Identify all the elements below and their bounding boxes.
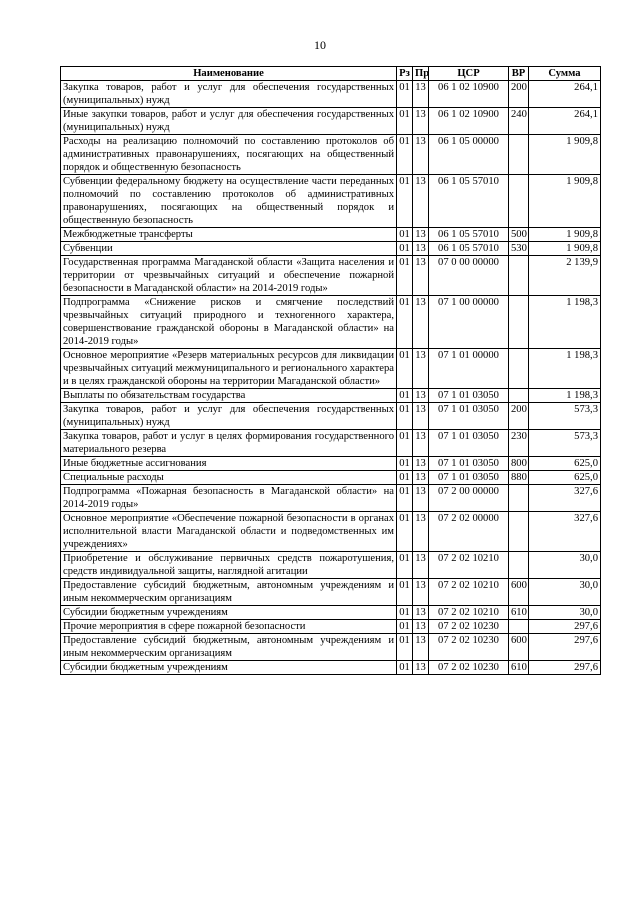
cell-csr: 07 1 00 00000 [429,296,509,349]
table-row [61,296,601,349]
cell-pr: 13 [413,389,429,403]
cell-name: Основное мероприятие «Обеспечение пожарной безопасности в органах исполнительной власти Магаданской области и подведомственных им учреждениях» [61,512,397,552]
cell-csr: 06 1 02 10900 [429,81,509,108]
cell-sum: 573,3 [529,403,601,430]
cell-rz: 01 [397,349,413,389]
cell-vr [509,620,529,634]
cell-name: Закупка товаров, работ и услуг для обеспечения государственных (муниципальных) нужд [61,81,397,108]
cell-sum: 1 198,3 [529,349,601,389]
cell-pr: 13 [413,457,429,471]
cell-sum: 1 909,8 [529,242,601,256]
cell-vr: 800 [509,457,529,471]
cell-rz: 01 [397,81,413,108]
cell-csr: 07 1 01 03050 [429,389,509,403]
table-row [61,661,601,675]
cell-name: Предоставление субсидий бюджетным, автономным учреждениям и иным некоммерческим организациям [61,579,397,606]
cell-name: Субсидии бюджетным учреждениям [61,661,397,675]
cell-sum: 30,0 [529,552,601,579]
cell-csr: 07 2 00 00000 [429,485,509,512]
cell-vr: 880 [509,471,529,485]
cell-vr: 610 [509,661,529,675]
cell-sum: 1 198,3 [529,389,601,403]
cell-rz: 01 [397,256,413,296]
table-row [61,512,601,552]
cell-rz: 01 [397,108,413,135]
cell-sum: 625,0 [529,471,601,485]
cell-name: Прочие мероприятия в сфере пожарной безопасности [61,620,397,634]
cell-sum: 2 139,9 [529,256,601,296]
cell-vr [509,512,529,552]
cell-vr: 200 [509,81,529,108]
cell-vr: 530 [509,242,529,256]
cell-sum: 264,1 [529,108,601,135]
cell-rz: 01 [397,661,413,675]
cell-vr [509,256,529,296]
cell-pr: 13 [413,242,429,256]
cell-sum: 1 198,3 [529,296,601,349]
cell-pr: 13 [413,256,429,296]
cell-name: Закупка товаров, работ и услуг для обеспечения государственных (муниципальных) нужд [61,403,397,430]
cell-pr: 13 [413,349,429,389]
header-name: Наименование [61,67,397,81]
table-row [61,108,601,135]
cell-sum: 1 909,8 [529,228,601,242]
cell-csr: 07 1 01 03050 [429,403,509,430]
table-row [61,175,601,228]
cell-vr: 600 [509,579,529,606]
cell-sum: 297,6 [529,620,601,634]
cell-pr: 13 [413,135,429,175]
cell-sum: 30,0 [529,579,601,606]
table-row [61,552,601,579]
cell-sum: 1 909,8 [529,135,601,175]
cell-name: Предоставление субсидий бюджетным, автономным учреждениям и иным некоммерческим организациям [61,634,397,661]
cell-rz: 01 [397,135,413,175]
header-pr: Пр [413,67,429,81]
cell-name: Подпрограмма «Снижение рисков и смягчение последствий чрезвычайных ситуаций природного и техногенного характера, совершенствование гражданской обороны в Магаданской области» на 2014-2019 годы» [61,296,397,349]
table-row [61,349,601,389]
cell-vr: 230 [509,430,529,457]
cell-sum: 264,1 [529,81,601,108]
cell-csr: 06 1 05 57010 [429,175,509,228]
page-number: 10 [314,38,326,52]
table-row [61,634,601,661]
cell-rz: 01 [397,228,413,242]
cell-sum: 297,6 [529,661,601,675]
cell-csr: 07 2 02 10210 [429,606,509,620]
cell-name: Закупка товаров, работ и услуг в целях формирования государственного материального резерва [61,430,397,457]
cell-pr: 13 [413,108,429,135]
cell-vr: 240 [509,108,529,135]
cell-name: Расходы на реализацию полномочий по составлению протоколов об административных правонарушениях, посягающих на общественный порядок и общественную безопасность [61,135,397,175]
table-row [61,389,601,403]
cell-pr: 13 [413,661,429,675]
cell-csr: 06 1 05 57010 [429,242,509,256]
table-body [61,81,601,675]
cell-pr: 13 [413,81,429,108]
cell-rz: 01 [397,485,413,512]
cell-rz: 01 [397,606,413,620]
cell-vr [509,296,529,349]
cell-name: Иные закупки товаров, работ и услуг для обеспечения государственных (муниципальных) нужд [61,108,397,135]
cell-sum: 625,0 [529,457,601,471]
header-csr: ЦСР [429,67,509,81]
cell-vr [509,135,529,175]
cell-csr: 07 2 02 10230 [429,661,509,675]
cell-csr: 07 2 02 10230 [429,634,509,661]
cell-vr [509,389,529,403]
cell-rz: 01 [397,430,413,457]
cell-pr: 13 [413,552,429,579]
table-row [61,228,601,242]
cell-pr: 13 [413,430,429,457]
cell-pr: 13 [413,485,429,512]
cell-csr: 07 2 02 00000 [429,512,509,552]
cell-name: Субсидии бюджетным учреждениям [61,606,397,620]
cell-rz: 01 [397,512,413,552]
table-row [61,485,601,512]
header-rz: Рз [397,67,413,81]
cell-vr [509,552,529,579]
table-row [61,135,601,175]
table-row [61,242,601,256]
cell-vr: 600 [509,634,529,661]
cell-sum: 573,3 [529,430,601,457]
table-row [61,579,601,606]
cell-name: Выплаты по обязательствам государства [61,389,397,403]
cell-name: Межбюджетные трансферты [61,228,397,242]
header-sum: Сумма [529,67,601,81]
cell-name: Подпрограмма «Пожарная безопасность в Магаданской области» на 2014-2019 годы» [61,485,397,512]
table-row [61,256,601,296]
cell-pr: 13 [413,606,429,620]
cell-sum: 1 909,8 [529,175,601,228]
cell-csr: 07 1 01 00000 [429,349,509,389]
cell-rz: 01 [397,296,413,349]
cell-csr: 07 2 02 10210 [429,552,509,579]
cell-rz: 01 [397,242,413,256]
cell-csr: 06 1 02 10900 [429,108,509,135]
cell-csr: 07 2 02 10210 [429,579,509,606]
cell-pr: 13 [413,403,429,430]
cell-csr: 07 1 01 03050 [429,471,509,485]
cell-pr: 13 [413,175,429,228]
cell-vr: 610 [509,606,529,620]
cell-pr: 13 [413,634,429,661]
cell-name: Специальные расходы [61,471,397,485]
cell-name: Иные бюджетные ассигнования [61,457,397,471]
table-row [61,430,601,457]
cell-rz: 01 [397,175,413,228]
cell-rz: 01 [397,403,413,430]
cell-sum: 30,0 [529,606,601,620]
cell-sum: 327,6 [529,512,601,552]
cell-pr: 13 [413,228,429,242]
table-row [61,403,601,430]
cell-rz: 01 [397,620,413,634]
cell-csr: 07 2 02 10230 [429,620,509,634]
table-header-row [61,67,601,81]
cell-pr: 13 [413,296,429,349]
cell-rz: 01 [397,471,413,485]
table-row [61,81,601,108]
cell-pr: 13 [413,512,429,552]
cell-csr: 06 1 05 00000 [429,135,509,175]
cell-vr [509,485,529,512]
table-row [61,457,601,471]
table-row [61,471,601,485]
cell-rz: 01 [397,457,413,471]
cell-csr: 06 1 05 57010 [429,228,509,242]
table-row [61,606,601,620]
table-row [61,620,601,634]
header-vr: ВР [509,67,529,81]
cell-name: Приобретение и обслуживание первичных средств пожаротушения, средств индивидуальной защиты, наглядной агитации [61,552,397,579]
cell-rz: 01 [397,579,413,606]
cell-name: Субвенции [61,242,397,256]
cell-csr: 07 1 01 03050 [429,430,509,457]
cell-pr: 13 [413,579,429,606]
cell-name: Основное мероприятие «Резерв материальных ресурсов для ликвидации чрезвычайных ситуаций межмуниципального и регионального характера и в целях гражданской обороны на территории Магаданской области» [61,349,397,389]
cell-name: Субвенции федеральному бюджету на осуществление части переданных полномочий по составлению протоколов об административных правонарушениях, посягающих на общественный порядок и общественную безопасность [61,175,397,228]
cell-rz: 01 [397,634,413,661]
cell-rz: 01 [397,552,413,579]
cell-pr: 13 [413,620,429,634]
cell-vr: 500 [509,228,529,242]
budget-table [60,66,601,675]
cell-csr: 07 1 01 03050 [429,457,509,471]
cell-pr: 13 [413,471,429,485]
cell-vr: 200 [509,403,529,430]
cell-vr [509,349,529,389]
cell-sum: 327,6 [529,485,601,512]
cell-csr: 07 0 00 00000 [429,256,509,296]
cell-sum: 297,6 [529,634,601,661]
cell-rz: 01 [397,389,413,403]
cell-name: Государственная программа Магаданской области «Защита населения и территории от чрезвычайных ситуаций и обеспечение пожарной безопасности в Магаданской области» на 2014-2019 годы» [61,256,397,296]
cell-vr [509,175,529,228]
